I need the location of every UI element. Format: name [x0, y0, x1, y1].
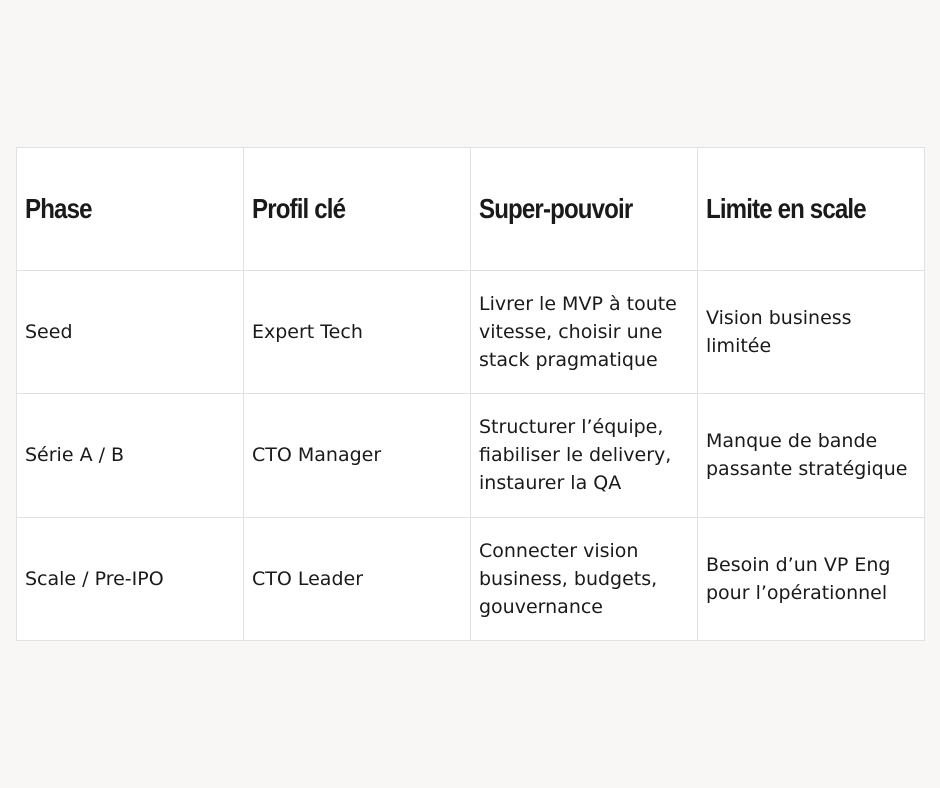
header-profil-cle: Profil clé — [244, 148, 471, 271]
header-phase: Phase — [17, 148, 244, 271]
cell-limite: Besoin d’un VP Eng pour l’opérationnel — [698, 517, 925, 640]
cell-phase: Série A / B — [17, 394, 244, 517]
table-header-row — [17, 148, 925, 271]
cell-super-pouvoir: Connecter vision business, budgets, gouvernance — [471, 517, 698, 640]
cell-profil: CTO Leader — [244, 517, 471, 640]
cell-limite: Vision business limitée — [698, 271, 925, 394]
table-row — [17, 517, 925, 640]
cell-super-pouvoir: Livrer le MVP à toute vitesse, choisir une stack pragmatique — [471, 271, 698, 394]
cell-profil: Expert Tech — [244, 271, 471, 394]
table-row — [17, 394, 925, 517]
cell-phase: Scale / Pre-IPO — [17, 517, 244, 640]
header-super-pouvoir: Super-pouvoir — [471, 148, 698, 271]
cto-phase-table — [16, 147, 925, 641]
cell-limite: Manque de bande passante stratégique — [698, 394, 925, 517]
cell-super-pouvoir: Structurer l’équipe, fiabiliser le delivery, instaurer la QA — [471, 394, 698, 517]
header-limite-en-scale: Limite en scale — [698, 148, 925, 271]
cell-phase: Seed — [17, 271, 244, 394]
table-row — [17, 271, 925, 394]
cell-profil: CTO Manager — [244, 394, 471, 517]
comparison-table — [16, 147, 924, 641]
